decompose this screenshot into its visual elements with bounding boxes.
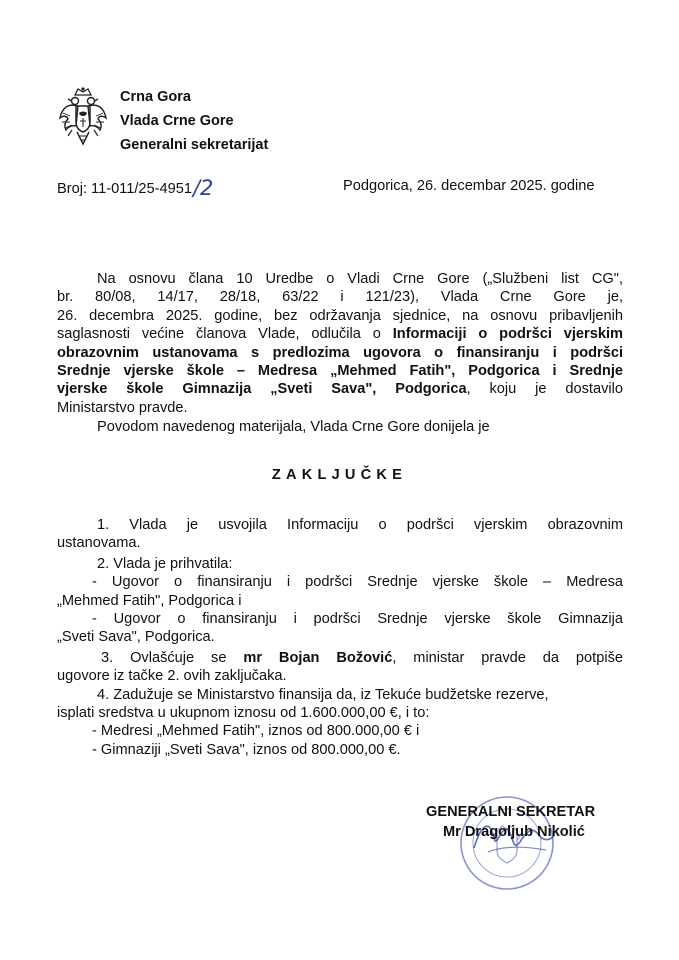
- intro-line: 26. decembra 2025. godine, bez održavanja sjednice, na osnovu pribavljenih: [57, 307, 623, 324]
- intro-line: Srednje vjerske škole – Medresa „Mehmed Fatih", Podgorica i Srednje: [57, 363, 623, 380]
- intro-text: , koju je dostavilo: [466, 381, 624, 398]
- document-title: ZAKLJUČKE: [271, 467, 408, 483]
- intro-line: br. 80/08, 14/17, 28/18, 63/22 i 121/23), Vlada Crne Gore je,: [57, 289, 623, 306]
- conclusion-text: , ministar pravde da potpiše: [392, 649, 623, 666]
- conclusion-line: „Sveti Sava", Podgorica.: [57, 629, 215, 646]
- intro-text: saglasnosti većine članova Vlade, odlučila o: [57, 326, 393, 343]
- intro-paragraph: [57, 270, 623, 437]
- conclusion-line: 4. Zadužuje se Ministarstvo finansija da, iz Tekuće budžetske rezerve,: [97, 686, 549, 703]
- conclusions: [57, 516, 623, 759]
- conclusion-line: - Medresi „Mehmed Fatih", iznos od 800.000,00 € i: [92, 723, 420, 740]
- conclusion-line: „Mehmed Fatih", Podgorica i: [57, 592, 242, 609]
- intro-bold-text: Informaciji o podršci vjerskim: [392, 326, 623, 343]
- signatory-title: GENERALNI SEKRETAR: [426, 804, 596, 820]
- reference-number-label: Broj: 11-011/25-4951: [57, 181, 192, 197]
- intro-line: Povodom navedenog materijala, Vlada Crne Gore donijela je: [97, 419, 490, 436]
- conclusion-line: [57, 649, 623, 667]
- intro-line: Ministarstvo pravde.: [57, 399, 188, 416]
- conclusion-line: 2. Vlada je prihvatila:: [97, 555, 233, 572]
- place-and-date: Podgorica, 26. decembar 2025. godine: [343, 178, 595, 194]
- header-secretariat: Generalni sekretarijat: [120, 137, 269, 153]
- handwritten-annotation: /2: [192, 176, 214, 200]
- conclusion-line: ugovore iz tačke 2. ovih zaključaka.: [57, 668, 287, 685]
- intro-bold-text: vjerske škole Gimnazija „Sveti Sava", Podgorica: [57, 381, 467, 398]
- intro-line: [57, 325, 623, 343]
- conclusion-line: - Ugovor o finansiranju i podršci Srednje vjerske škole Gimnazija: [92, 611, 623, 628]
- header-government: Vlada Crne Gore: [120, 113, 234, 129]
- conclusion-line: ustanovama.: [57, 535, 141, 552]
- minister-name: mr Bojan Božović: [243, 649, 393, 666]
- conclusion-line: - Gimnaziji „Sveti Sava", iznos od 800.000,00 €.: [92, 741, 401, 758]
- signatory-name: Mr Dragoljub Nikolić: [443, 824, 585, 840]
- intro-line: obrazovnim ustanovama s predlozima ugovora o finansiranju i podršci: [57, 344, 623, 361]
- intro-line: Na osnovu člana 10 Uredbe o Vladi Crne Gore („Službeni list CG",: [97, 271, 623, 287]
- conclusion-text: 3. Ovlašćuje se: [101, 649, 244, 666]
- conclusion-line: isplati sredstva u ukupnom iznosu od 1.600.000,00 €, i to:: [57, 705, 430, 722]
- header-country: Crna Gora: [120, 89, 191, 105]
- intro-line: [57, 380, 623, 398]
- coat-of-arms-icon: [58, 86, 108, 148]
- conclusion-line: - Ugovor o finansiranju i podršci Srednje vjerske škole – Medresa: [92, 574, 623, 591]
- reference-number: [57, 177, 213, 198]
- conclusion-line: 1. Vlada je usvojila Informaciju o podršci vjerskim obrazovnim: [97, 517, 623, 533]
